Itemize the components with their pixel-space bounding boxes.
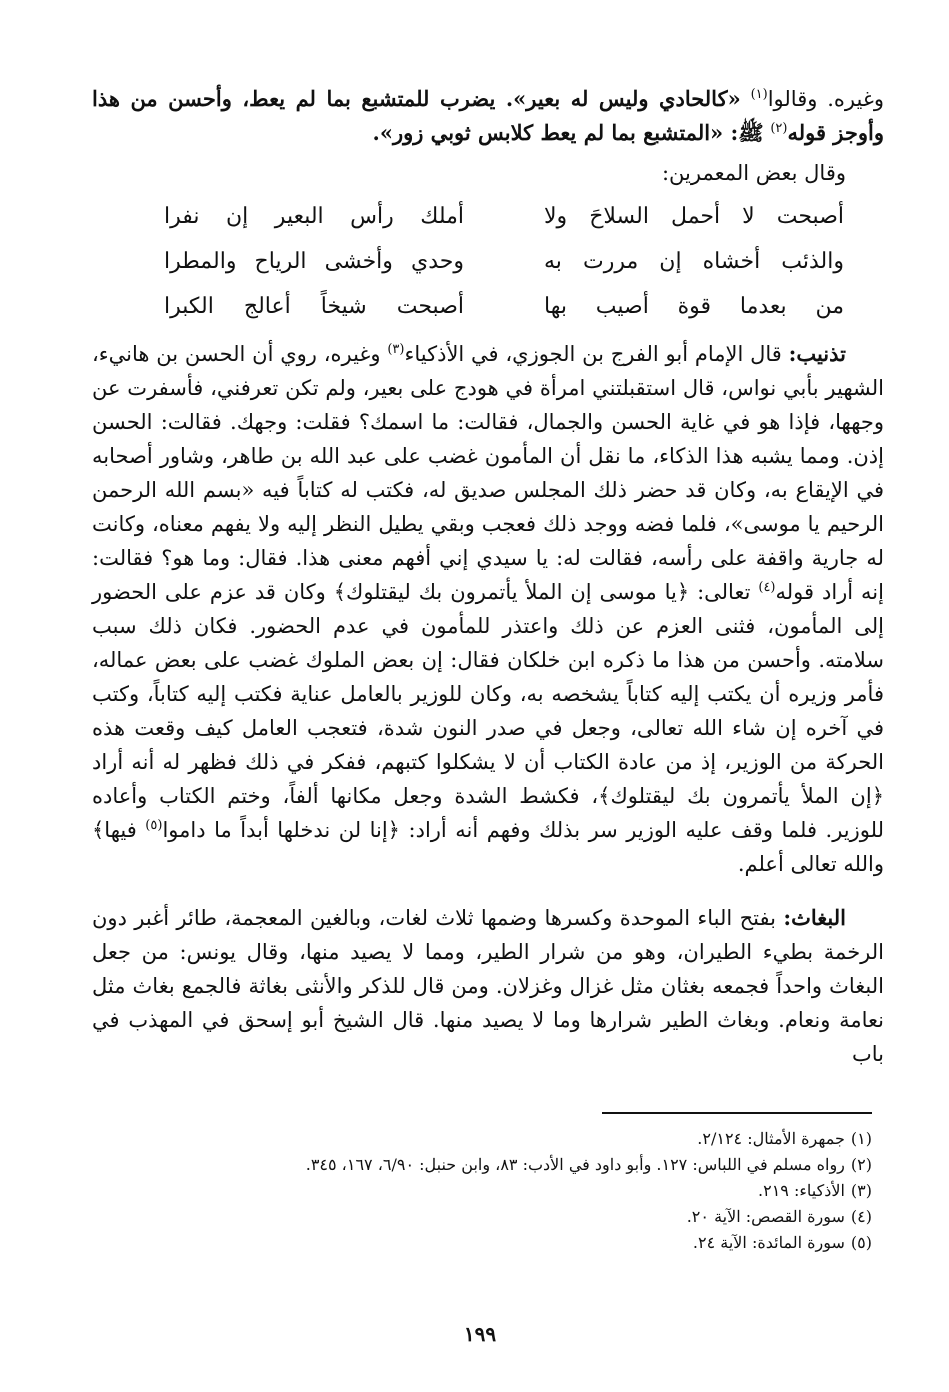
poem-heading: وقال بعض المعمرين:: [661, 161, 846, 185]
footnote: [100, 1204, 872, 1230]
footnote-separator: [602, 1112, 872, 1114]
footnote-ref-5: (٥): [145, 818, 163, 833]
footnotes: [100, 1126, 872, 1256]
footnote-number: (٣): [850, 1181, 872, 1200]
footnote-text: جمهرة الأمثال: ٢/١٢٤.: [697, 1129, 845, 1148]
verse-first-hemistich: أصبحت لا أحمل السلاحَ ولا: [544, 203, 844, 229]
footnote-number: (١): [850, 1129, 872, 1148]
intro-text-2: «كالحادي وليس له بعير». يضرب للمتشبع بما لم يعط، وأحسن من هذا وأوجز قوله: [92, 86, 884, 145]
footnote-ref-1: (١): [750, 87, 768, 102]
intro-text-1: وغيره. وقالوا: [767, 87, 884, 111]
tadhnib-paragraph: [92, 337, 884, 881]
tadhnib-text-1: قال الإمام أبو الفرج بن الجوزي، في الأذكياء: [404, 342, 782, 366]
intro-text-3: ﷺ: «المتشبع بما لم يعط كلابس ثوبي زور».: [372, 120, 764, 145]
tadhnib-text-2: وغيره، روي أن الحسن بن هانيء، الشهير بأبي نواس، قال استقبلتني امرأة في هودج على بعير، ولم تكن تعرفني، فأسفرت عن وجهها، فإذا هو في غاية الحسن والجمال، فقالت: ما اسمك؟ فقلت: وجهك. فقالت: الحسن إذن. ومما يشبه هذا الذكاء، ما نقل أن المأمون غضب على عبد الله بن طاهر، وشاور أصحابه في الإيقاع به، وكان قد حضر ذلك المجلس صديق له، فكتب له كتاباً فيه «بسم الله الرحمن الرحيم يا موسى»، فلما فضه ووجد ذلك فعجب وبقي يطيل النظر إليه ولا يفهم معناه، وكانت له جارية واقفة على رأسه، فقالت له: يا سيدي إني أفهم معنى هذا. فقال: وما هو؟ فقالت: إنه أراد قوله: [92, 342, 884, 604]
bughath-label: البغاث:: [783, 905, 846, 930]
tadhnib-text-3: تعالى: ﴿يا موسى إن الملأ يأتمرون بك ليقتلوك﴾ وكان قد عزم على الحضور إلى المأمون، فثنى العزم عن ذلك واعتذر للمأمون في عدم الحضور. فكان ذلك سبب سلامته. وأحسن من هذا ما ذكره ابن خلكان فقال: إن بعض الملوك غضب على بعض عماله، فأمر وزيره أن يكتب إليه كتاباً يشخصه به، وكان للوزير بالعامل عناية فكتب إليه كتاباً، وكتب في آخره إن شاء الله تعالى، وجعل في صدر النون شدة، فتعجب العامل كيف وقعت هذه الحركة من الوزير، إذ من عادة الكتاب أن لا يشكلوا كتبهم، ففكر في ذلك فظهر له أنه أراد ﴿إن الملأ يأتمرون بك ليقتلوك﴾، فكشط الشدة وجعل مكانها ألفاً، وختم الكتاب وأعاده للوزير. فلما وقف عليه الوزير سر بذلك وفهم أنه أراد: ﴿إنا لن ندخلها أبداً ما داموا: [92, 580, 884, 842]
poem-verse: [164, 194, 844, 239]
footnote: [100, 1178, 872, 1204]
footnote-ref-3: (٣): [387, 342, 405, 357]
footnote-text: سورة القصص: الآية ٢٠.: [686, 1207, 845, 1226]
intro-paragraph: [92, 82, 884, 150]
verse-first-hemistich: من بعدما قوة أصيب بها: [544, 293, 844, 319]
footnote-ref-4: (٤): [758, 580, 776, 595]
bughath-text: بفتح الباء الموحدة وكسرها وضمها ثلاث لغات، وبالغين المعجمة، طائر أغبر دون الرخمة بطيء الطيران، وهو من شرار الطير، ومما لا يصيد منها، وقال يونس: من جعل البغاث واحداً فجمعه بغثان مثل غزال وغزلان. ومن قال للذكر والأنثى بغاثة فالجمع بغاث مثل نعامة ونعام. وبغاث الطير شرارها وما لا يصيد منها. قال الشيخ أبو إسحق في المهذب في باب: [92, 906, 884, 1066]
page-body: [92, 82, 884, 1071]
footnote: [100, 1126, 872, 1152]
footnote-text: الأذكياء: ٢١٩.: [758, 1181, 845, 1200]
page-number: ١٩٩: [463, 1322, 497, 1346]
footnote: [100, 1230, 872, 1256]
verse-second-hemistich: وحدي وأخشى الرياح والمطرا: [164, 248, 464, 274]
verse-first-hemistich: والذئب أخشاه إن مررت به: [544, 248, 844, 274]
tadhnib-text-4: فيها﴾ والله تعالى أعلم.: [92, 818, 884, 876]
poem-verse: [164, 284, 844, 329]
footnote-number: (٥): [850, 1233, 872, 1252]
verse-second-hemistich: أصبحت شيخاً أعالج الكبرا: [164, 293, 464, 319]
footnote-number: (٤): [850, 1207, 872, 1226]
bughath-paragraph: [92, 901, 884, 1071]
footnote: [100, 1152, 872, 1178]
tadhnib-label: تذنيب:: [788, 341, 847, 366]
footnote-ref-2: (٢): [770, 121, 788, 136]
verse-second-hemistich: أملك رأس البعير إن نفرا: [164, 203, 464, 229]
poem: [164, 194, 844, 329]
footnote-number: (٢): [850, 1155, 872, 1174]
footnote-text: رواه مسلم في اللباس: ١٢٧. وأبو داود في الأدب: ٨٣، وابن حنبل: ٦/٩٠، ١٦٧، ٣٤٥.: [305, 1155, 845, 1174]
poem-verse: [164, 239, 844, 284]
footnote-text: سورة المائدة: الآية ٢٤.: [692, 1233, 845, 1252]
